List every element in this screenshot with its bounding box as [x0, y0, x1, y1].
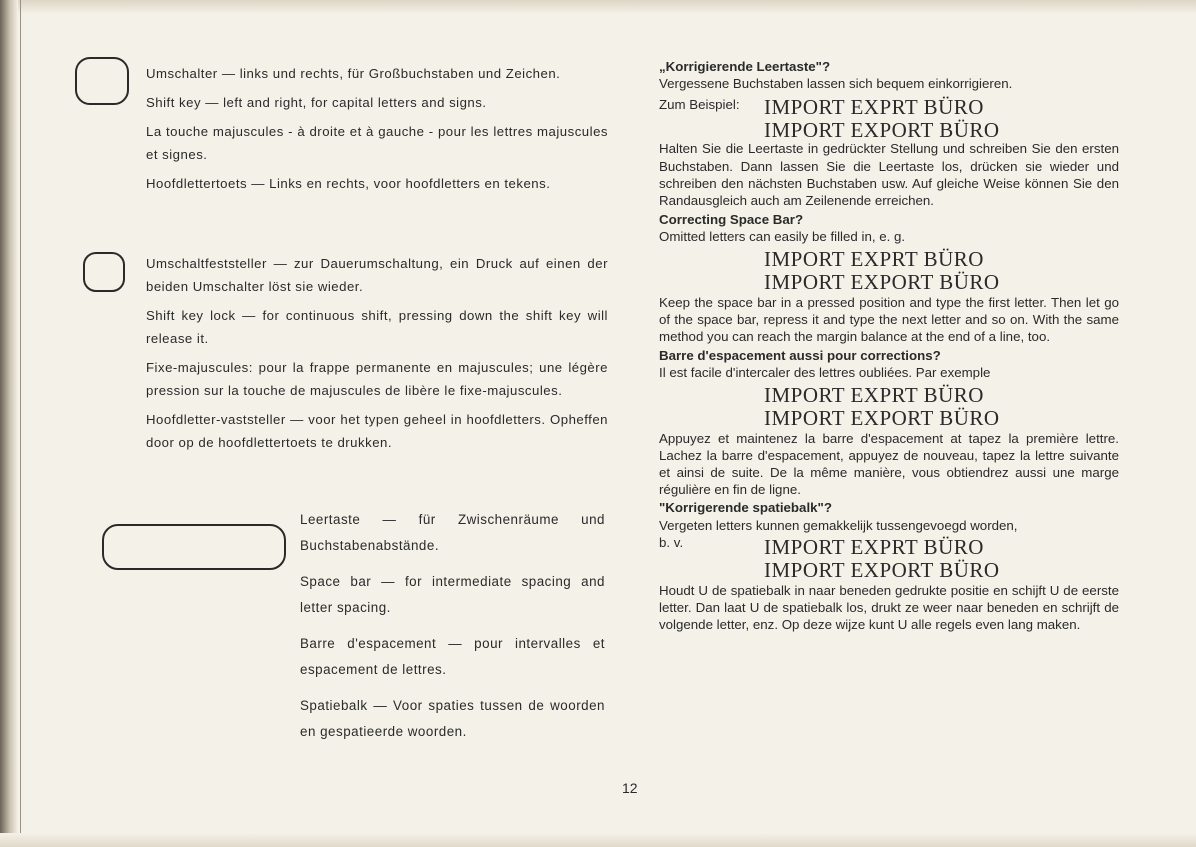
binding-line [20, 0, 21, 847]
description-fr: Fixe-majuscules: pour la frappe permanente en majuscules; une légère pression sur la touche de majuscules de libère le fixe-majuscules. [146, 360, 608, 398]
description-de: Leertaste — für Zwischenräume und Buchstabenabstände. [300, 512, 605, 553]
body-en: Keep the space bar in a pressed position and type the first letter. Then let go of the space bar, repress it and type the next letter and so on. With the same method you can reach the margin balance at the end of a line, too. [659, 294, 1119, 345]
space-bar-icon [102, 524, 286, 570]
shift-key-descriptions [146, 62, 608, 195]
heading-nl: "Korrigerende spatiebalk"? [659, 500, 832, 516]
example-wrong: IMPORT EXPRT BÜRO [764, 246, 984, 271]
page-bottom-edge [0, 833, 1196, 847]
description-nl: Hoofdletter-vaststeller — voor het typen geheel in hoofdletters. Opheffen door op de hoofdlettertoets te drukken. [146, 412, 608, 450]
example-label-nl: b. v. [659, 534, 684, 550]
heading-fr: Barre d'espacement aussi pour corrections? [659, 348, 941, 364]
example-fr [659, 382, 1119, 430]
intro-fr: Il est facile d'intercaler des lettres oubliées. Par exemple [659, 365, 991, 381]
example-wrong: IMPORT EXPRT BÜRO [764, 534, 984, 559]
description-nl: Spatiebalk — Voor spaties tussen de woorden en gespatieerde woorden. [300, 698, 605, 739]
example-label-de: Zum Beispiel: [659, 97, 740, 113]
description-fr: Barre d'espacement — pour intervalles et espacement de lettres. [300, 636, 605, 677]
example-right: IMPORT EXPORT BÜRO [764, 269, 1000, 294]
page-number: 12 [622, 780, 638, 796]
intro-nl: Vergeten letters kunnen gemakkelijk tussengevoegd worden, [659, 517, 1018, 533]
correcting-space-bar-section [659, 58, 1119, 633]
description-en: Shift key — left and right, for capital letters and signs. [146, 95, 487, 110]
example-nl [659, 534, 1119, 582]
description-de: Umschalter — links und rechts, für Großbuchstaben und Zeichen. [146, 66, 561, 81]
example-right: IMPORT EXPORT BÜRO [764, 557, 1000, 582]
body-fr: Appuyez et maintenez la barre d'espacement at tapez la première lettre. Lachez la barre d'espacement, appuyez de nouveau, tapez la lettre suivante et ainsi de suite. De la même manière, vous obtiendrez aussi une marge régulière en fin de ligne. [659, 430, 1119, 498]
example-wrong: IMPORT EXPRT BÜRO [764, 95, 984, 120]
space-bar-descriptions [300, 507, 605, 745]
binding-spine [0, 0, 18, 847]
example-de [659, 92, 1119, 143]
example-wrong: IMPORT EXPRT BÜRO [764, 382, 984, 407]
heading-en: Correcting Space Bar? [659, 212, 804, 228]
description-nl: Hoofdlettertoets — Links en rechts, voor hoofdletters en tekens. [146, 176, 551, 191]
body-nl: Houdt U de spatiebalk in naar beneden gedrukte positie en schijft U de eerste letter. Dan laat U de spatiebalk los, drukt ze weer naar beneden en schrijft de volgende letter, enz. Op deze wijze kunt U alle regels even lang maken. [659, 582, 1119, 633]
shift-lock-descriptions [146, 252, 608, 454]
shift-lock-key-icon [83, 252, 125, 292]
body-de: Halten Sie die Leertaste in gedrückter Stellung und schreiben Sie den ersten Buchstaben. Dann lassen Sie die Leertaste los, drücken sie wieder und schreiben den nächsten Buchstaben usw. Auf gleiche Weise können Sie den Randausgleich auch am Zeilenende erreichen. [659, 141, 1119, 209]
example-right: IMPORT EXPORT BÜRO [764, 405, 1000, 430]
description-fr: La touche majuscules - à droite et à gauche - pour les lettres majuscules et signes. [146, 124, 608, 162]
example-right: IMPORT EXPORT BÜRO [764, 118, 1000, 143]
heading-de: „Korrigierende Leertaste"? [659, 59, 831, 74]
description-en: Shift key lock — for continuous shift, pressing down the shift key will release it. [146, 308, 608, 346]
example-en [659, 246, 1119, 294]
description-en: Space bar — for intermediate spacing and letter spacing. [300, 574, 605, 615]
intro-de: Vergessene Buchstaben lassen sich bequem einkorrigieren. [659, 76, 1013, 92]
page-top-edge [0, 0, 1196, 14]
intro-en: Omitted letters can easily be filled in, e. g. [659, 229, 906, 245]
shift-key-icon [75, 57, 129, 105]
description-de: Umschaltfeststeller — zur Dauerumschaltung, ein Druck auf einen der beiden Umschalter löst sie wieder. [146, 256, 608, 294]
